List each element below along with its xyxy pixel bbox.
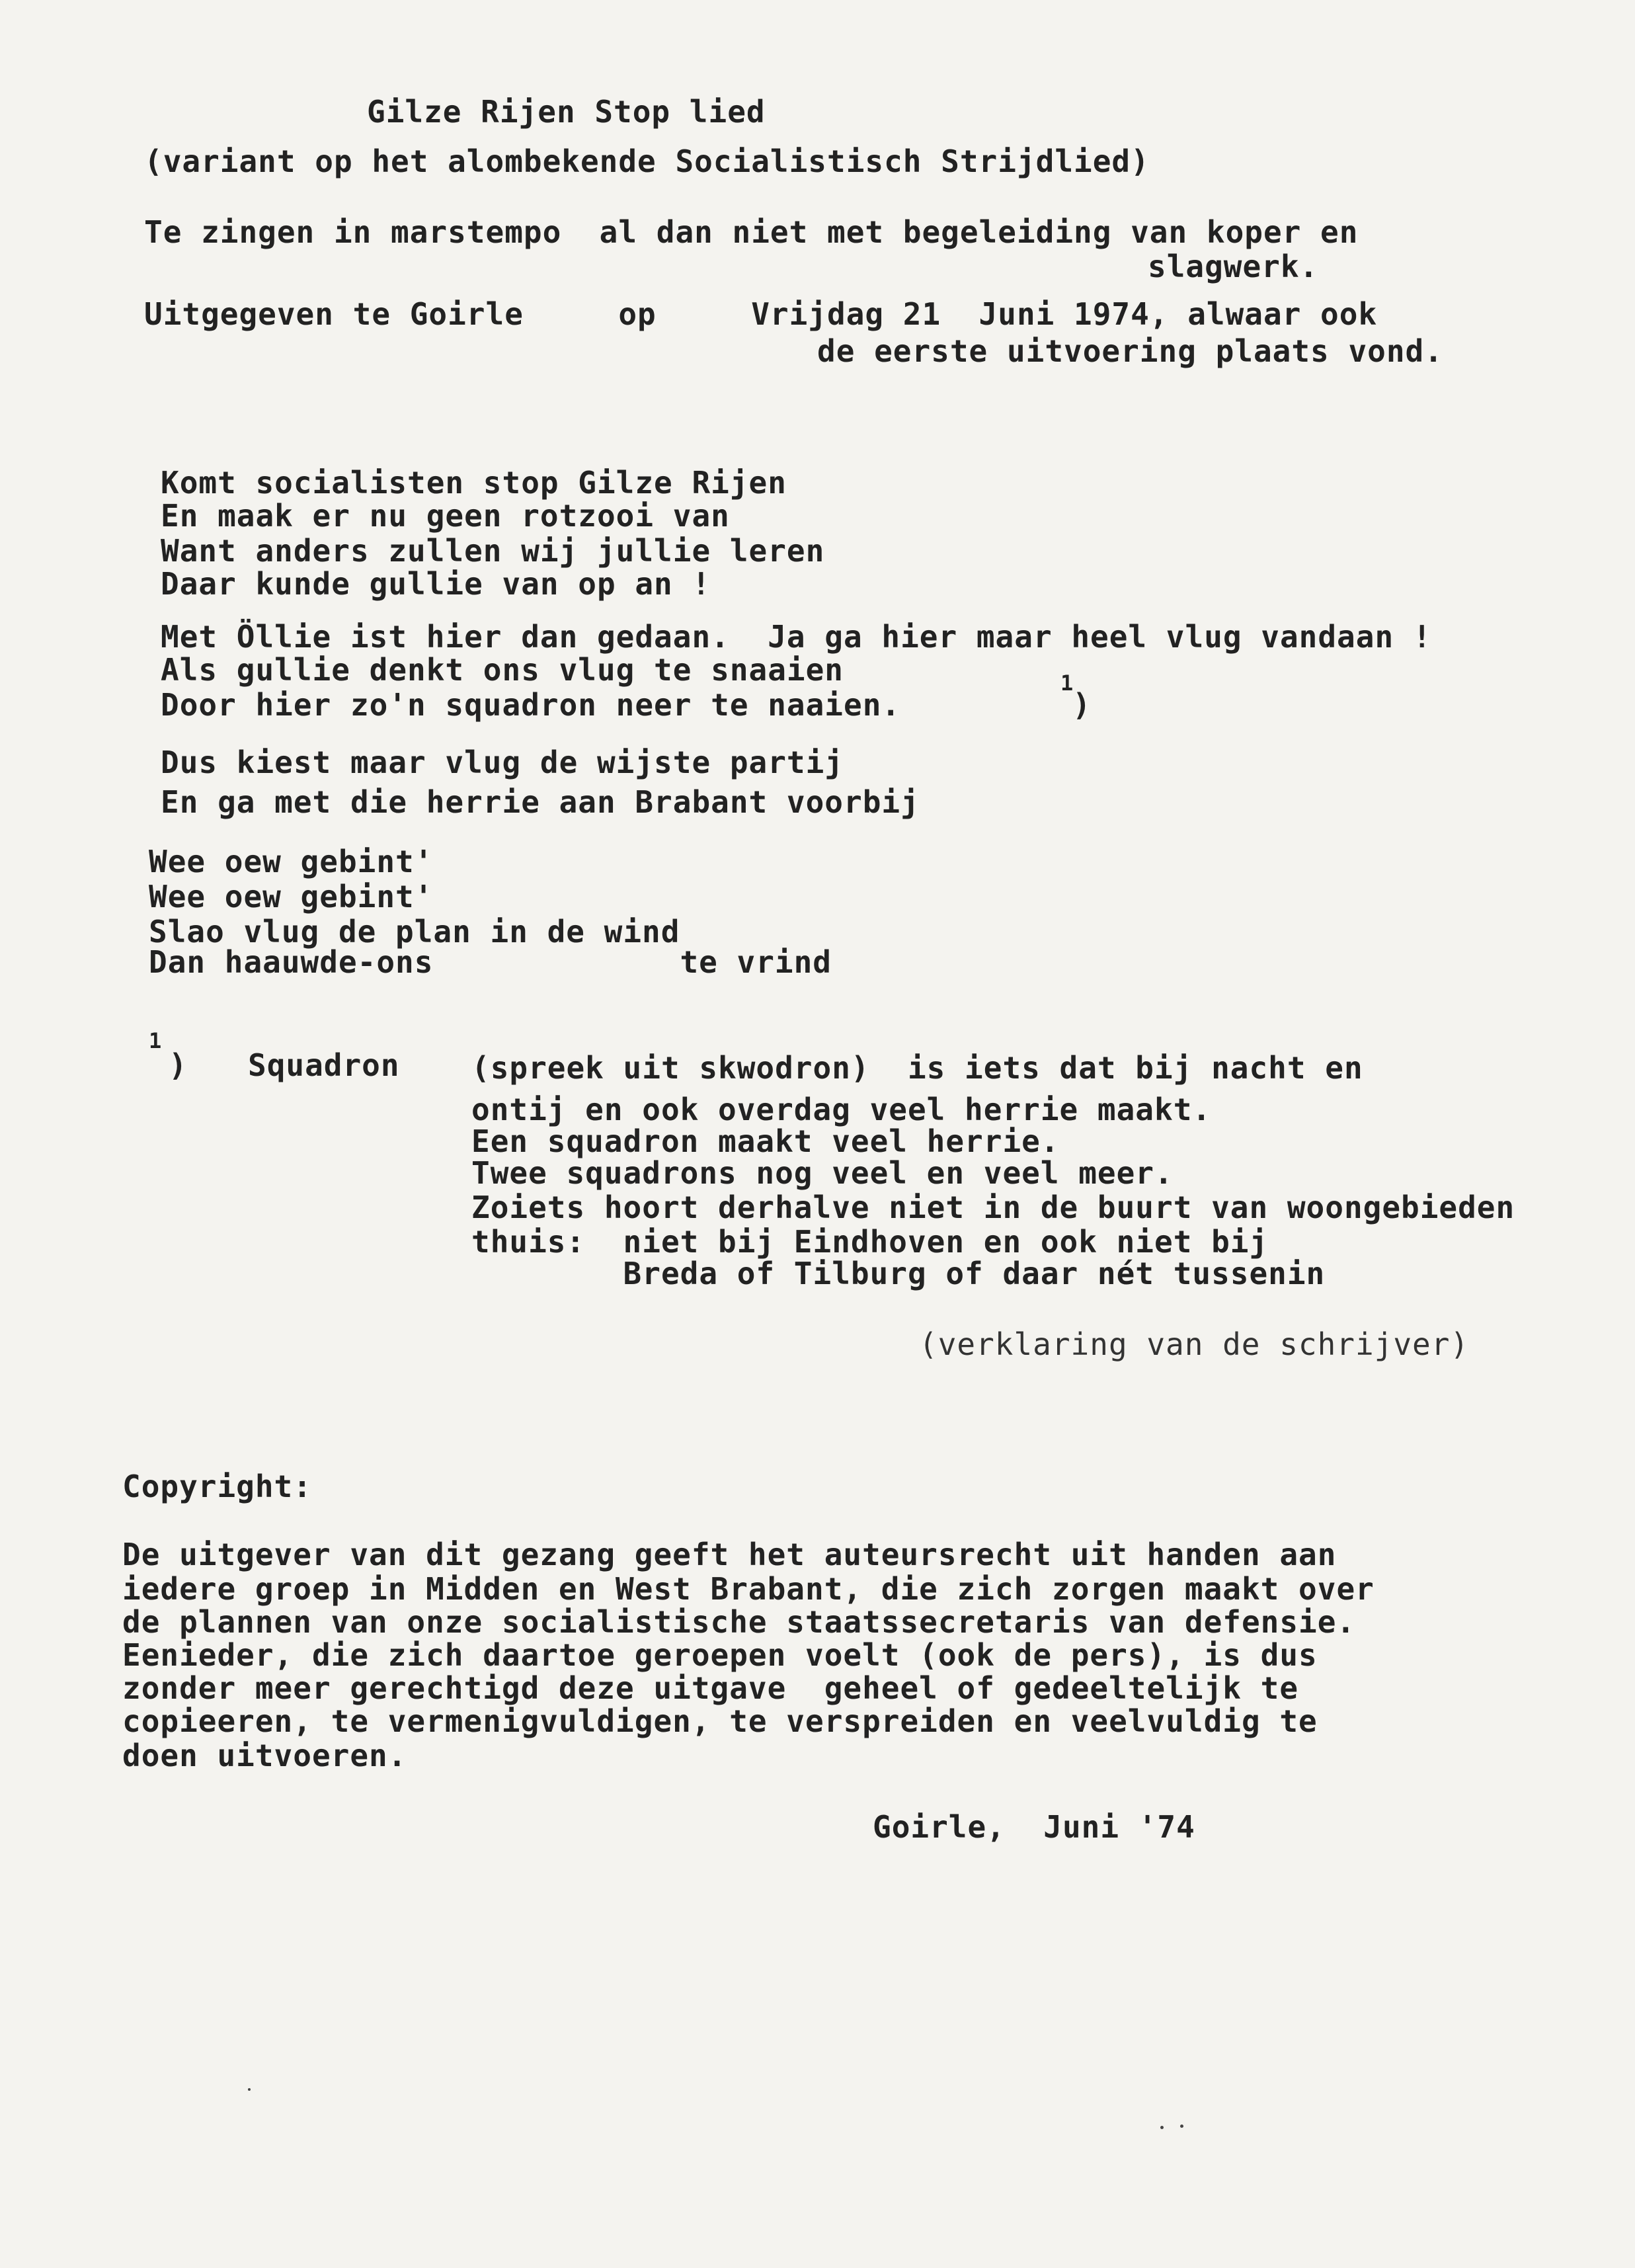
footnote-line: Een squadron maakt veel herrie. — [471, 1123, 1060, 1159]
footnote-reference-paren: ) — [1072, 687, 1092, 723]
copyright-line: zonder meer gerechtigd deze uitgave geheel of gedeeltelijk te — [122, 1670, 1299, 1706]
copyright-line: De uitgever van dit gezang geeft het auteursrecht uit handen aan — [122, 1537, 1337, 1572]
lyric-line: Wee oew gebint' — [149, 879, 434, 914]
footnote-line: thuis: niet bij Eindhoven en ook niet bij — [471, 1224, 1269, 1260]
footnote-line: Breda of Tilburg of daar nét tussenin — [471, 1256, 1326, 1291]
copyright-line: copieeren, te vermenigvuldigen, te verspreiden en veelvuldig te — [122, 1703, 1318, 1739]
footnote-reference: 1 — [1060, 670, 1074, 696]
lyric-line: Dus kiest maar vlug de wijste partij — [161, 745, 844, 780]
lyric-line: Door hier zo'n squadron neer te naaien. — [161, 687, 901, 723]
footnote-line: (spreek uit skwodron) is iets dat bij nacht en — [471, 1050, 1363, 1086]
performance-instruction: Te zingen in marstempo al dan niet met begeleiding van koper en — [144, 214, 1359, 250]
paper-speck — [1180, 2125, 1183, 2128]
copyright-line: iedere groep in Midden en West Brabant, die zich zorgen maakt over — [122, 1571, 1375, 1607]
lyric-line: En maak er nu geen rotzooi van — [161, 498, 730, 534]
copyright-line: doen uitvoeren. — [122, 1738, 407, 1773]
lyric-line: Slao vlug de plan in de wind — [149, 914, 680, 950]
footnote-marker-paren: ) — [169, 1047, 188, 1083]
footnote-line: Twee squadrons nog veel en veel meer. — [471, 1155, 1174, 1191]
lyric-line: Wee oew gebint' — [149, 844, 434, 879]
lyric-line: Daar kunde gullie van op an ! — [161, 566, 711, 602]
publication-line-cont: de eerste uitvoering plaats vond. — [817, 333, 1443, 369]
footnote-line: ontij en ook overdag veel herrie maakt. — [471, 1092, 1212, 1127]
footnote-marker: 1 — [149, 1028, 163, 1053]
footnote-term: Squadron — [248, 1047, 400, 1083]
publication-line: Uitgegeven te Goirle op Vrijdag 21 Juni 1974, alwaar ook — [144, 296, 1378, 332]
lyric-line: Met Öllie ist hier dan gedaan. Ja ga hier maar heel vlug vandaan ! — [161, 619, 1432, 655]
document-title: Gilze Rijen Stop lied — [367, 94, 766, 130]
copyright-heading: Copyright: — [122, 1469, 312, 1504]
lyric-line: Dan haauwde-ons te vrind — [149, 944, 832, 980]
place-date-signature: Goirle, Juni '74 — [873, 1809, 1195, 1845]
copyright-line: Eenieder, die zich daartoe geroepen voelt (ook de pers), is dus — [122, 1637, 1318, 1673]
paper-speck — [1160, 2126, 1164, 2129]
lyric-line: En ga met die herrie aan Brabant voorbij — [161, 784, 920, 820]
footnote-attribution: (verklaring van de schrijver) — [919, 1326, 1470, 1362]
paper-speck — [248, 2088, 251, 2091]
copyright-line: de plannen van onze socialistische staatssecretaris van defensie. — [122, 1604, 1356, 1640]
document-subtitle: (variant op het alombekende Socialistisch Strijdlied) — [144, 143, 1150, 179]
footnote-line: Zoiets hoort derhalve niet in de buurt van woongebieden — [471, 1190, 1515, 1225]
lyric-line: Als gullie denkt ons vlug te snaaien — [161, 652, 844, 688]
lyric-line: Want anders zullen wij jullie leren — [161, 533, 825, 569]
performance-instruction-cont: slagwerk. — [1148, 249, 1319, 284]
lyric-line: Komt socialisten stop Gilze Rijen — [161, 465, 787, 501]
